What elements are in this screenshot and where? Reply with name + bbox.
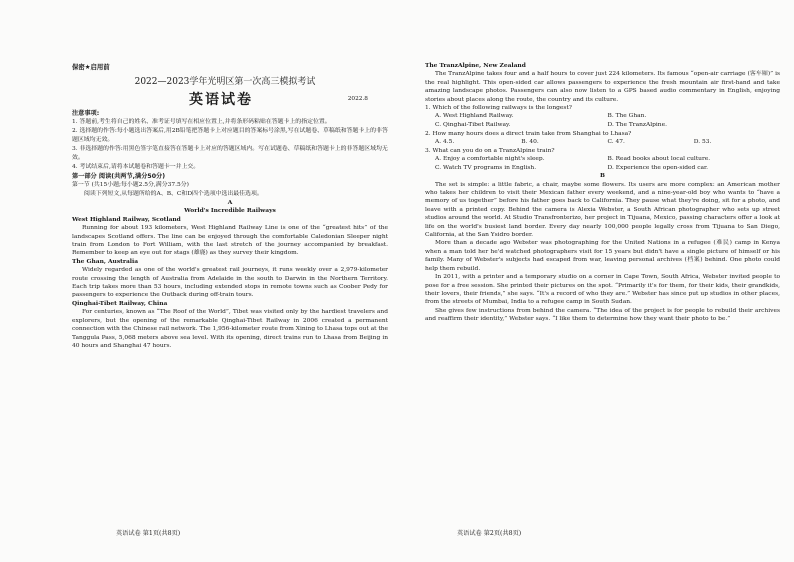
railway-description: The TranzAlpine takes four and a half hours to cover just 224 kilometers. Its famous “open-air carriage (客车厢)” is the real highlight. This open-sided car allows passengers to experience the fresh mountain air first-hand and take amazing landscape photos. Passengers can also now listen to a GPS based audio commentary in English, enjoying stories about places along the route, the country and its culture.: [425, 71, 780, 103]
option: A. Enjoy a comfortable night's sleep.: [435, 156, 545, 163]
railway-heading: West Highland Railway, Scotland: [72, 215, 181, 223]
option: B. The Ghan.: [607, 113, 647, 120]
railway-heading: The Ghan, Australia: [72, 257, 139, 265]
part-heading: 第一部分 阅读(共两节,满分50分): [72, 173, 166, 180]
page-2-content: [425, 62, 780, 324]
passage-paragraph: The set is simple: a little fabric, a chair, maybe some flowers. Its users are more complex: an American mother who takes her children to visit their Mexican father every weekend, and a nine-year-old boy who wants to “have a memory of us together” before his father goes back to California. They pause what they're doing, sit for a photo, and leave with a printed copy. Behind the camera is Alexia Webster, a South African photographer who sets up street studios around the world. At Studio Transfronterizo, her project in Tijuana, Mexico, passing characters offer a look at life on the world's busiest land border. Every day nearly 100,000 people legally cross from Tijuana to San Diego, California, at the San Ysidro border.: [425, 181, 780, 239]
options-row: [425, 121, 780, 130]
railway-heading: Qinghai-Tibet Railway, China: [72, 299, 168, 307]
title-row: [72, 87, 388, 109]
notice-title: 注意事项:: [72, 110, 100, 117]
railway-description: Widely regarded as one of the world's greatest rail journeys, it runs weekly over a 2,979-kilometer route crossing the length of Australia from Adelaide in the south to Darwin in the Northern Territory. Each trip takes more than 53 hours, including extended stops in remote towns such as Coober Pedy for passengers to experience the Outback during off-train tours.: [72, 267, 388, 299]
passage-paragraph: In 2011, with a printer and a temporary studio on a corner in Cape Town, South Africa, Webster invited people to pose for a free session. She printed their pictures on the spot. “Primarily it's for them, for their kids, their grandkids, their lovers, their friends,” she says. “It's a record of who they are.” Webster has since put up studios in other places, from the streets of Mumbai, India to a refugee camp in South Sudan.: [425, 274, 780, 306]
reading-instruction: 阅读下列短文,从每题所给的A、B、C和D四个选项中选出最佳选项。: [84, 191, 263, 197]
option: C. Watch TV programs in English.: [435, 164, 537, 171]
page-footer: 英语试卷 第2页(共8页): [457, 530, 522, 537]
notice-item: 2. 选择题的作答:每小题选出答案后,用2B铅笔把答题卡上对应题目的答案标号涂黑,写在试题卷、草稿纸和答题卡上的非答题区域均无效。: [72, 128, 388, 143]
options-row: [425, 112, 780, 121]
notice-item: 4. 考试结束后,请将本试题卷和答题卡一并上交。: [72, 164, 200, 170]
option: B. 40.: [521, 139, 539, 146]
notice-item: 3. 非选择题的作答:用黑色签字笔直接答在答题卡上对应的答题区域内。写在试题卷、草稿纸和答题卡上的非答题区域均无效。: [72, 146, 388, 161]
page-1-content: [72, 62, 388, 350]
passage-letter: A: [227, 199, 233, 206]
exam-title: 2022—2023学年光明区第一次高三模拟考试: [134, 77, 316, 87]
passage-paragraph: More than a decade ago Webster was photographing for the United Nations in a refugee (难民) camp in Kenya when a man told her he'd watched photographers visit for 15 years but didn't have a single picture of himself or his family. Many of Webster's subjects had escaped from war, leaving personal archives (档案) behind. One photo could help them rebuild.: [425, 240, 780, 272]
passage-paragraph: She gives few instructions from behind the camera. “The idea of the project is for people to rebuild their archives and reaffirm their identity,” Webster says. “I like them to determine how they want their photo to be.”: [425, 307, 780, 323]
notice-item: 1. 答题前,考生将自己的姓名、准考证号填写在相应位置上,并将条形码粘贴在答题卡上的指定位置。: [72, 119, 331, 125]
question-stem: 2. How many hours does a direct train take from Shanghai to Lhasa?: [425, 130, 632, 137]
option: D. The TranzAlpine.: [607, 122, 667, 129]
option: D. Experience the open-sided car.: [607, 164, 709, 171]
railway-heading: The TranzAlpine, New Zealand: [425, 62, 526, 69]
option: C. Qinghai-Tibet Railway.: [435, 122, 511, 129]
exam-date: 2022.8: [347, 96, 368, 102]
options-row: [425, 155, 780, 164]
passage-letter: B: [600, 172, 605, 180]
page-2: [397, 0, 794, 562]
options-row: [425, 164, 780, 173]
question-stem: 3. What can you do on a TranzAlpine train?: [425, 147, 555, 154]
page-footer: 英语试卷 第1页(共8页): [116, 530, 181, 537]
option: A. 4.5.: [435, 139, 455, 146]
passage-title: World's Incredible Railways: [184, 207, 276, 215]
subject-title: 英语试卷: [189, 92, 253, 108]
question-stem: 1. Which of the following railways is the longest?: [425, 105, 572, 112]
railway-description: Running for about 193 kilometers, West Highland Railway Line is one of the “greatest hits” of the landscapes Scotland offers. The line can be enjoyed through the comfortable Caledonian Sleeper night train from London to Fort William, with the last stretch of the journey accompanied by breakfast. Remember to keep an eye out for stags (雄鹿) as they survey their kingdom.: [72, 225, 388, 257]
options-row: [425, 138, 780, 147]
option: C. 47.: [607, 139, 625, 146]
option: D. 53.: [693, 139, 712, 146]
railway-description: For centuries, known as “The Roof of the World”, Tibet was visited only by the hardiest travelers and explorers, but the opening of the remarkable Qinghai-Tibet Railway in 2006 created a permanent connection with the Chinese rail network. The 1,956-kilometer route from Xining to Lhasa tops out at the Tanggula Pass, 5,068 meters above sea level. With its opening, direct trains run to Lhasa from Beijing in 40 hours and Shanghai 47 hours.: [72, 309, 388, 349]
option: B. Read books about local culture.: [607, 156, 711, 163]
option: A. West Highland Railway.: [435, 113, 514, 120]
section-heading: 第一节 (共15小题;每小题2.5分,满分37.5分): [72, 182, 189, 188]
confidential-label: 保密★启用前: [72, 63, 110, 71]
